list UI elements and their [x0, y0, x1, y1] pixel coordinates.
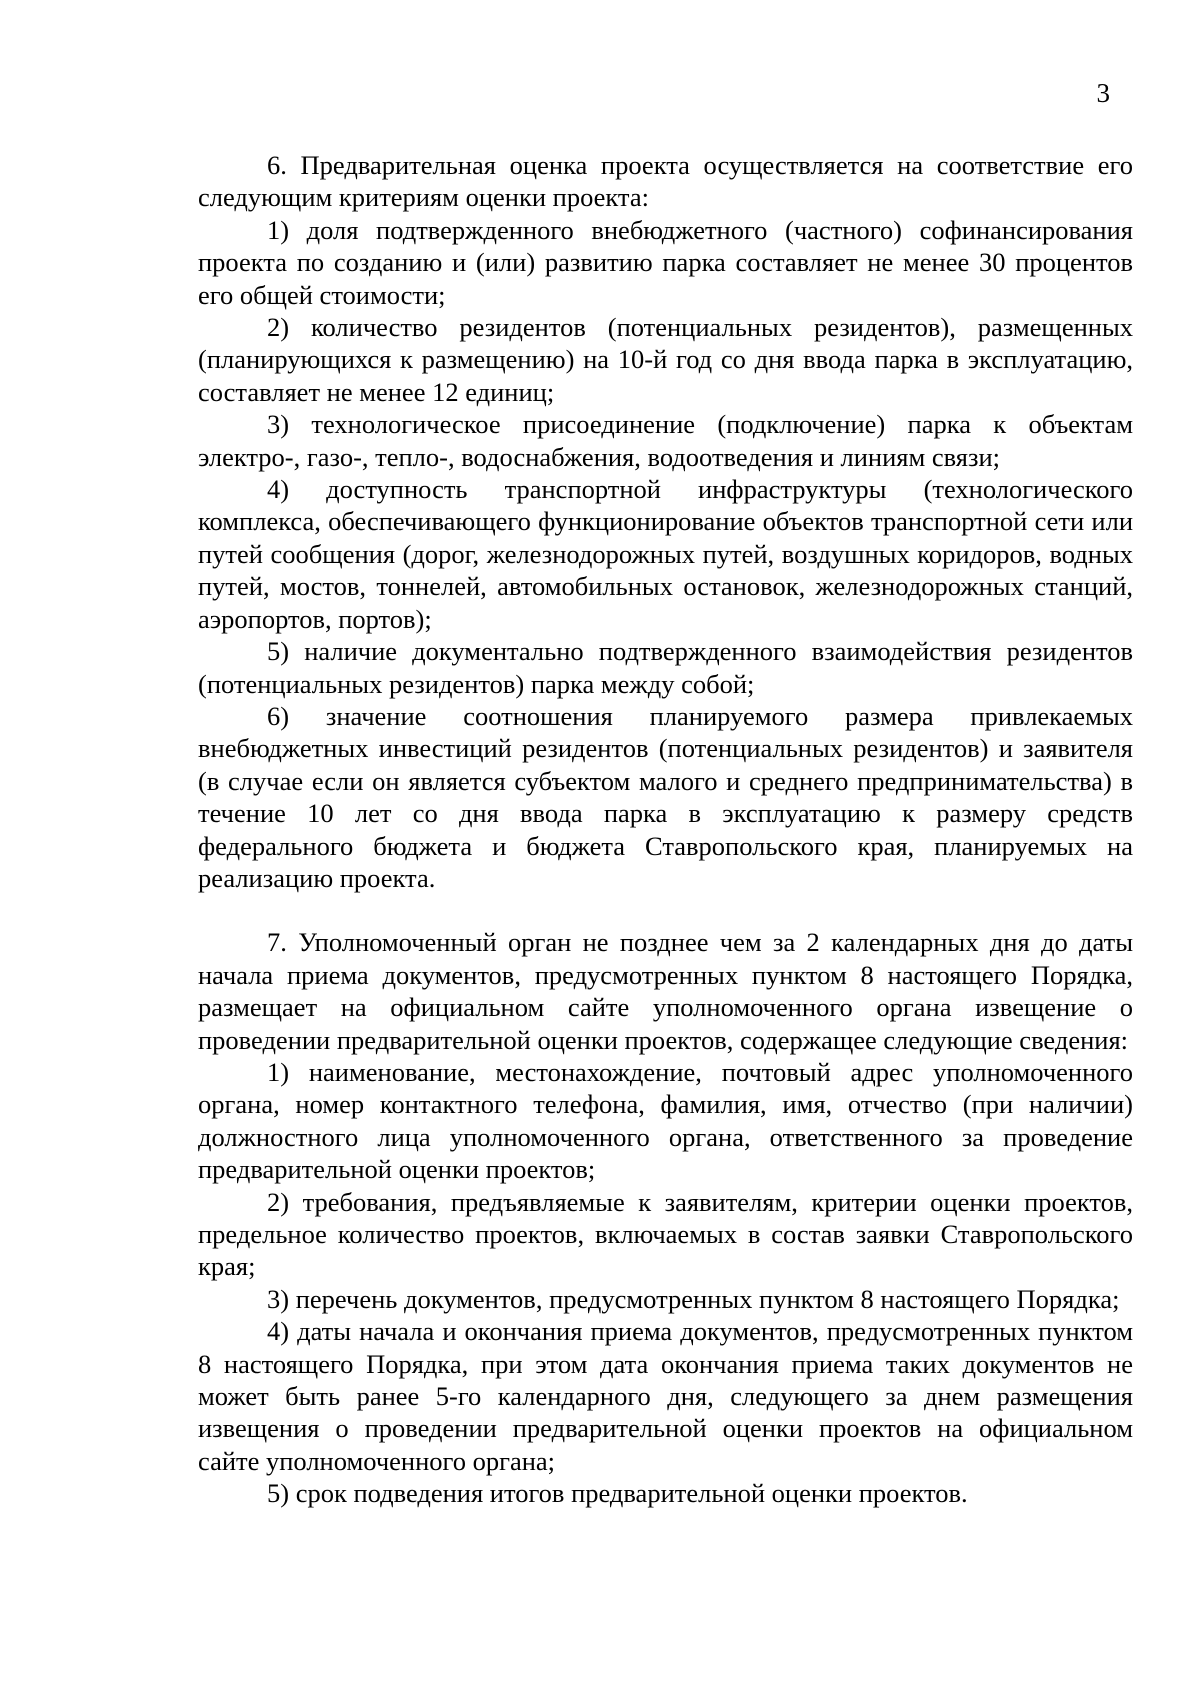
paragraph-6-intro: 6. Предварительная оценка проекта осуществляется на соответствие его следующим критериям оценки проекта:	[198, 150, 1133, 213]
criterion-3: 3) технологическое присоединение (подключение) парка к объектам электро-, газо-, тепло-, водоснабжения, водоотведения и линиям связи;	[198, 409, 1133, 472]
criterion-1: 1) доля подтвержденного внебюджетного (частного) софинансирования проекта по созданию и (или) развитию парка составляет не менее 30 процентов его общей стоимости;	[198, 214, 1133, 310]
notice-item-5: 5) срок подведения итогов предварительной оценки проектов.	[267, 1478, 968, 1509]
notice-item-3: 3) перечень документов, предусмотренных пунктом 8 настоящего Порядка;	[267, 1283, 1120, 1314]
document-body	[198, 149, 1133, 1510]
notice-item-1: 1) наименование, местонахождение, почтовый адрес уполномоченного органа, номер контактного телефона, фамилия, имя, отчество (при наличии) должностного лица уполномоченного органа, ответственного за проведение предварительной оценки проектов;	[198, 1056, 1133, 1185]
criterion-5: 5) наличие документально подтвержденного взаимодействия резидентов (потенциальных резидентов) парка между собой;	[198, 636, 1133, 699]
criterion-4: 4) доступность транспортной инфраструктуры (технологического комплекса, обеспечивающего функционирование объектов транспортной сети или путей сообщения (дорог, железнодорожных путей, воздушных коридоров, водных путей, мостов, тоннелей, автомобильных остановок, железнодорожных станций, аэропортов, портов);	[198, 474, 1133, 634]
paragraph-7-intro: 7. Уполномоченный орган не позднее чем за 2 календарных дня до даты начала приема документов, предусмотренных пунктом 8 настоящего Порядка, размещает на официальном сайте уполномоченного органа извещение о проведении предварительной оценки проектов, содержащее следующие сведения:	[198, 927, 1133, 1055]
notice-item-2: 2) требования, предъявляемые к заявителям, критерии оценки проектов, предельное количество проектов, включаемых в состав заявки Ставропольского края;	[198, 1186, 1133, 1282]
page-number: 3	[1096, 78, 1110, 108]
criterion-2: 2) количество резидентов (потенциальных резидентов), размещенных (планирующихся к размещению) на 10-й год со дня ввода парка в эксплуатацию, составляет не менее 12 единиц;	[198, 312, 1133, 407]
notice-item-4: 4) даты начала и окончания приема документов, предусмотренных пунктом 8 настоящего Порядка, при этом дата окончания приема таких документов не может быть ранее 5-го календарного дня, следующего за днем размещения извещения о проведении предварительной оценки проектов на официальном сайте уполномоченного органа;	[198, 1316, 1133, 1476]
criterion-6: 6) значение соотношения планируемого размера привлекаемых внебюджетных инвестиций резидентов (потенциальных резидентов) и заявителя (в случае если он является субъектом малого и среднего предпринимательства) в течение 10 лет со дня ввода парка в эксплуатацию к размеру средств федерального бюджета и бюджета Ставропольского края, планируемых на реализацию проекта.	[198, 700, 1133, 893]
